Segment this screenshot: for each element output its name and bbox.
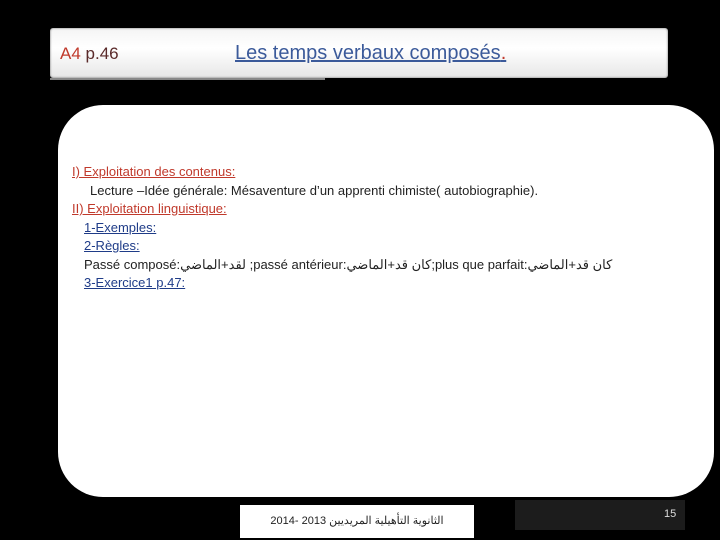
lesson-content <box>72 163 702 293</box>
subheading-examples: 1-Exemples: <box>84 219 157 235</box>
reference-label <box>60 44 119 64</box>
reference-code: A4 <box>60 44 81 63</box>
header-divider <box>50 78 325 80</box>
subheading-exercise: 3-Exercice1 p.47: <box>84 275 186 290</box>
section-heading-linguistic: II) Exploitation linguistique: <box>72 201 227 216</box>
header-banner <box>50 28 668 78</box>
reading-idea-line: Lecture –Idée générale: Mésaventure d’un apprenti chimiste( autobiographie). <box>90 182 539 198</box>
slide-title-text: Les temps verbaux composés <box>235 42 501 64</box>
slide-title <box>235 42 506 65</box>
footer-dark-panel <box>515 500 685 530</box>
section-heading-contents: I) Exploitation des contenus: <box>72 164 236 179</box>
subheading-rules: 2-Règles: <box>84 238 140 253</box>
footer-text: الثانوية التأهيلية المريديين 2013 -2014 <box>270 515 444 527</box>
footer-school-label <box>240 505 474 538</box>
rules-line: Passé composé:لقد+الماضي ;passé antérieur:كان قد+الماضي;plus que parfait:كان قد+الماضي <box>84 256 613 272</box>
slide-title-period: . <box>500 42 507 64</box>
content-panel <box>58 105 714 497</box>
reference-page: p.46 <box>85 44 119 63</box>
slide-number: 15 <box>664 508 677 520</box>
